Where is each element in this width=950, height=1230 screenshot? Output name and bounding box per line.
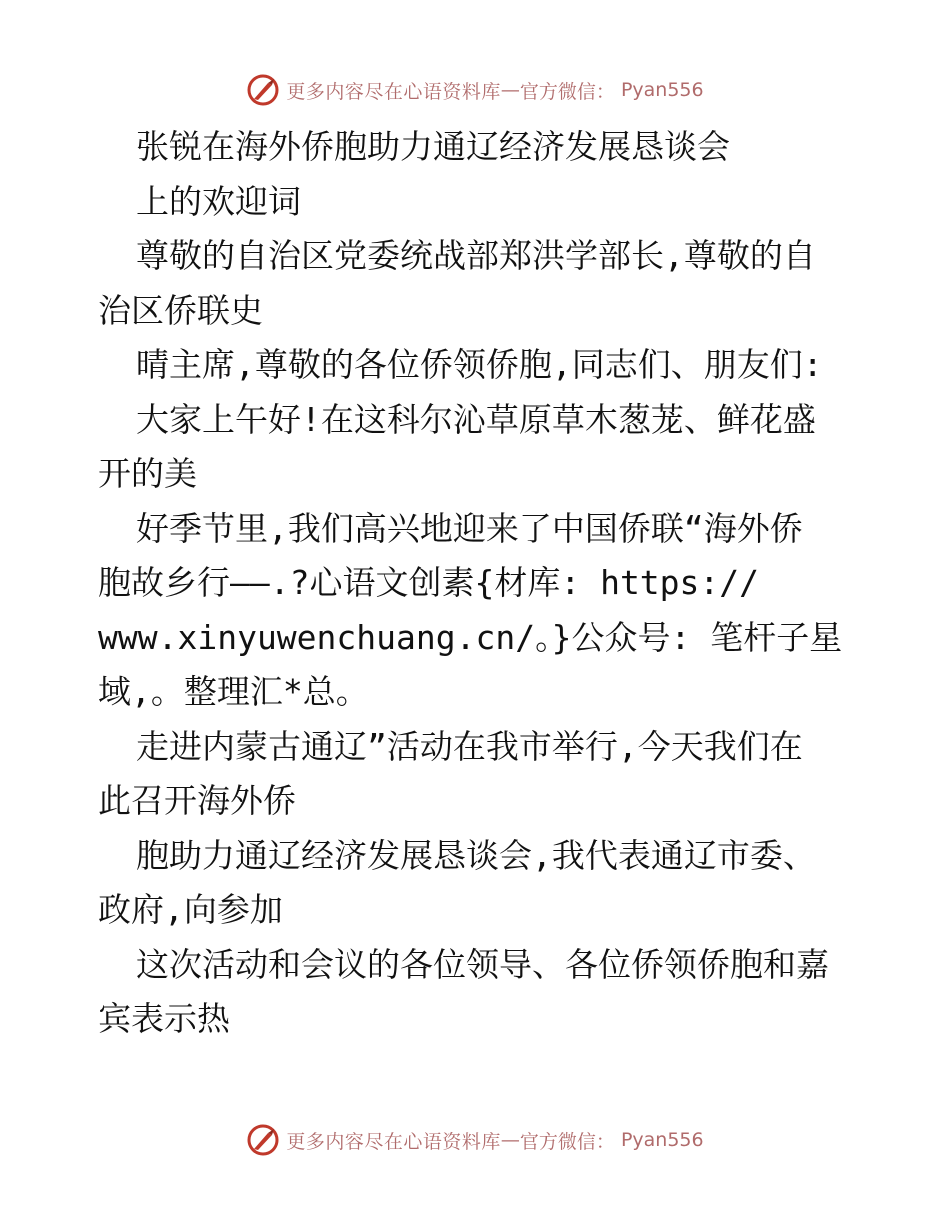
text-line: 上的欢迎词: [136, 181, 301, 221]
text-line: 走进内蒙古通辽”活动在我市举行,今天我们在: [136, 726, 803, 766]
text-line: 好季节里,我们高兴地迎来了中国侨联“海外侨: [136, 508, 803, 548]
banner-separator: —: [500, 1129, 520, 1151]
text-line: 政府,向参加: [98, 890, 283, 929]
text-line: 胞故乡行——.?心语文创素{材库: https://: [98, 563, 760, 602]
text-line: 域,。整理汇*总。: [98, 672, 369, 711]
quill-logo-icon: [246, 73, 280, 107]
text-line: 胞助力通辽经济发展恳谈会,我代表通辽市委、: [136, 835, 816, 875]
text-line: 开的美: [98, 454, 197, 493]
banner-brand: 更多内容尽在心语资料库: [286, 1130, 501, 1153]
text-line: 张锐在海外侨胞助力通辽经济发展恳谈会: [136, 127, 730, 166]
quill-logo-icon: [246, 1123, 280, 1157]
text-line: 尊敬的自治区党委统战部郑洪学部长,尊敬的自: [136, 236, 816, 275]
banner-brand: 更多内容尽在心语资料库: [286, 80, 501, 103]
header-banner: [0, 70, 950, 110]
banner-wechat-id: Pyan556: [620, 1129, 704, 1151]
banner-separator: —: [500, 79, 520, 101]
document-body: [98, 120, 858, 1047]
banner-wechat-id: Pyan556: [620, 79, 704, 101]
banner-wechat-label: 官方微信：: [519, 1130, 615, 1153]
text-line: 大家上午好!在这科尔沁草原草木葱茏、鲜花盛: [136, 399, 816, 439]
text-line: 治区侨联史: [98, 290, 263, 330]
text-line: 这次活动和会议的各位领导、各位侨领侨胞和嘉: [136, 944, 829, 984]
text-line: 晴主席,尊敬的各位侨领侨胞,同志们、朋友们:: [136, 345, 823, 384]
text-line: www.xinyuwenchuang.cn/。}公众号: 笔杆子星: [98, 617, 843, 657]
text-line: 此召开海外侨: [98, 781, 296, 820]
banner-wechat-label: 官方微信：: [519, 80, 615, 103]
footer-banner: [0, 1120, 950, 1160]
text-line: 宾表示热: [98, 999, 230, 1038]
